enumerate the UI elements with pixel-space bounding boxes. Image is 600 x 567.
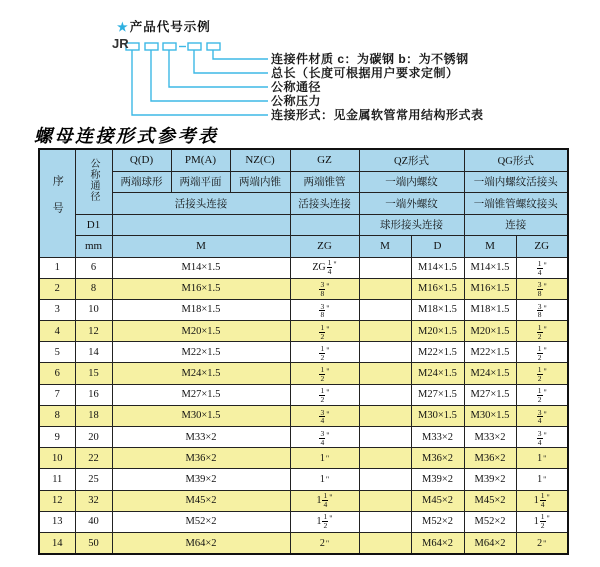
label-total-length: 总长（长度可根据用户要求定制） [271,66,459,80]
cell-m-thread: M16×1.5 [112,278,290,299]
star-icon: ★ [117,20,129,34]
header-nz-sub: 两端内锥 [230,171,290,193]
cell-dn-mm: 18 [75,405,112,426]
cell-qg-m: M39×2 [464,469,516,490]
code-box-4 [188,43,201,50]
header-pm: PM(A) [171,149,230,171]
cell-m-thread: M22×1.5 [112,342,290,363]
cell-m-thread: M36×2 [112,448,290,469]
code-box-2 [145,43,158,50]
cell-qz-d: M30×1.5 [411,405,464,426]
header-qg-sub1: 一端内螺纹活接头 [464,171,568,193]
cell-qz-d: M39×2 [411,469,464,490]
cell-dn-mm: 14 [75,342,112,363]
cell-seq: 6 [39,363,75,384]
header-qz: QZ形式 [359,149,464,171]
cell-seq: 12 [39,490,75,511]
leader-line-group [132,50,268,115]
cell-dn-mm: 6 [75,257,112,278]
product-code-diagram [0,0,600,132]
cell-qg-zg: $\frac{1}{2}$ " [516,342,568,363]
cell-qg-zg: $\frac{3}{4}$ " [516,427,568,448]
cell-qg-m: M36×2 [464,448,516,469]
cell-m-thread: M39×2 [112,469,290,490]
header-qz-sub2: 一端外螺纹 [359,193,464,215]
header-qz-sub3: 球形接头连接 [359,214,464,236]
cell-qg-m: M22×1.5 [464,342,516,363]
cell-seq: 4 [39,321,75,342]
table-title: 螺母连接形式参考表 [34,126,219,146]
cell-seq: 8 [39,405,75,426]
cell-qg-m: M30×1.5 [464,405,516,426]
cell-qg-zg: 1 " [516,448,568,469]
table-row [39,511,568,532]
cell-qg-zg: $\frac{3}{8}$ " [516,299,568,320]
header-empty-gz [290,214,359,236]
table-row [39,363,568,384]
leader-line-length [194,50,268,73]
cell-qg-zg: 2 " [516,532,568,554]
cell-dn-mm: 8 [75,278,112,299]
cell-dn-mm: 20 [75,427,112,448]
header-q-sub: 两端球形 [112,171,171,193]
cell-gz-size: $\frac{1}{2}$ " [290,384,359,405]
cell-gz-size: $\frac{3}{4}$ " [290,427,359,448]
cell-qz-m [359,278,411,299]
cell-dn-mm: 25 [75,469,112,490]
cell-qz-m [359,384,411,405]
cell-gz-size: $\frac{3}{4}$ " [290,405,359,426]
label-nominal-pressure: 公称压力 [271,94,322,108]
cell-qz-d: M36×2 [411,448,464,469]
cell-gz-size: $\frac{1}{2}$ " [290,342,359,363]
header-qg-sub3: 连接 [464,214,568,236]
cell-qz-m [359,511,411,532]
cell-qg-zg: $\frac{1}{2}$ " [516,384,568,405]
cell-qz-d: M16×1.5 [411,278,464,299]
cell-dn-mm: 15 [75,363,112,384]
table-row [39,321,568,342]
header-qz-sub1: 一端内螺纹 [359,171,464,193]
cell-m-thread: M14×1.5 [112,257,290,278]
cell-gz-size: $\frac{1}{2}$ " [290,321,359,342]
cell-qg-m: M18×1.5 [464,299,516,320]
cell-gz-size: $\frac{1}{2}$ " [290,363,359,384]
cell-qg-m: M33×2 [464,427,516,448]
header-union-joint-left: 活接头连接 [112,193,290,215]
cell-gz-size: 1 $\frac{1}{2}$ " [290,511,359,532]
cell-qg-zg: 1 $\frac{1}{4}$ " [516,490,568,511]
cell-dn-mm: 50 [75,532,112,554]
header-d1: D1 [75,214,112,236]
code-box-3 [163,43,176,50]
table-row [39,342,568,363]
cell-dn-mm: 12 [75,321,112,342]
cell-seq: 10 [39,448,75,469]
header-empty-left [112,214,290,236]
cell-qz-m [359,448,411,469]
cell-qz-m [359,321,411,342]
header-union-joint-gz: 活接头连接 [290,193,359,215]
table-row [39,299,568,320]
cell-gz-size: ZG $\frac{1}{4}$ " [290,257,359,278]
cell-gz-size: $\frac{3}{8}$ " [290,278,359,299]
cell-dn-mm: 22 [75,448,112,469]
header-pm-sub: 两端平面 [171,171,230,193]
cell-qg-zg: $\frac{1}{2}$ " [516,363,568,384]
header-nz: NZ(C) [230,149,290,171]
cell-m-thread: M33×2 [112,427,290,448]
cell-qz-m [359,257,411,278]
cell-qg-zg: $\frac{3}{4}$ " [516,405,568,426]
cell-seq: 13 [39,511,75,532]
cell-qg-zg: $\frac{3}{8}$ " [516,278,568,299]
cell-qg-m: M52×2 [464,511,516,532]
header-zg1: ZG [290,236,359,258]
cell-qz-d: M18×1.5 [411,299,464,320]
cell-seq: 2 [39,278,75,299]
header-gz: GZ [290,149,359,171]
cell-qz-d: M64×2 [411,532,464,554]
leader-line-form [132,50,268,115]
cell-m-thread: M18×1.5 [112,299,290,320]
header-gz-sub: 两端锥管 [290,171,359,193]
header-qg: QG形式 [464,149,568,171]
header-zg3: ZG [516,236,568,258]
table-row [39,427,568,448]
cell-qg-zg: 1 " [516,469,568,490]
table-row [39,405,568,426]
table-row [39,490,568,511]
cell-qz-d: M33×2 [411,427,464,448]
header-qg-sub2: 一端锥管螺纹接头 [464,193,568,215]
cell-qz-m [359,405,411,426]
code-box-group [126,43,220,50]
table-header [39,149,568,257]
cell-m-thread: M24×1.5 [112,363,290,384]
table-row [39,532,568,554]
cell-qz-m [359,299,411,320]
cell-qz-d: M24×1.5 [411,363,464,384]
cell-seq: 7 [39,384,75,405]
cell-seq: 3 [39,299,75,320]
leader-line-diameter [169,50,268,87]
table-body [39,257,568,554]
diagram-title [117,17,211,35]
cell-m-thread: M30×1.5 [112,405,290,426]
header-nominal-diameter: 公称通径 [75,149,112,214]
cell-seq: 1 [39,257,75,278]
cell-m-thread: M52×2 [112,511,290,532]
cell-seq: 5 [39,342,75,363]
cell-qg-m: M45×2 [464,490,516,511]
header-d2: D [411,236,464,258]
cell-m-thread: M27×1.5 [112,384,290,405]
cell-m-thread: M64×2 [112,532,290,554]
header-m1: M [112,236,290,258]
nut-connection-reference-table [38,148,569,555]
cell-gz-size: 1 $\frac{1}{4}$ " [290,490,359,511]
cell-qz-m [359,427,411,448]
cell-qz-d: M20×1.5 [411,321,464,342]
cell-seq: 14 [39,532,75,554]
header-mm: mm [75,236,112,258]
diagram-title-text: 产品代号示例 [129,20,211,34]
cell-dn-mm: 16 [75,384,112,405]
cell-qg-m: M20×1.5 [464,321,516,342]
cell-qg-m: M16×1.5 [464,278,516,299]
cell-qz-m [359,490,411,511]
cell-qz-d: M27×1.5 [411,384,464,405]
cell-m-thread: M45×2 [112,490,290,511]
cell-seq: 11 [39,469,75,490]
cell-qz-m [359,469,411,490]
cell-qz-m [359,363,411,384]
table-row [39,257,568,278]
label-connection-form: 连接形式：见金属软管常用结构形式表 [271,108,484,122]
cell-qz-d: M22×1.5 [411,342,464,363]
cell-qz-m [359,342,411,363]
cell-qz-m [359,532,411,554]
table-row [39,469,568,490]
cell-dn-mm: 32 [75,490,112,511]
cell-qg-zg: $\frac{1}{4}$ " [516,257,568,278]
header-m3: M [464,236,516,258]
leader-line-material [213,50,268,59]
cell-m-thread: M20×1.5 [112,321,290,342]
header-q: Q(D) [112,149,171,171]
table-row [39,384,568,405]
cell-qg-zg: 1 $\frac{1}{2}$ " [516,511,568,532]
cell-qg-m: M24×1.5 [464,363,516,384]
cell-qg-m: M27×1.5 [464,384,516,405]
cell-qg-m: M14×1.5 [464,257,516,278]
cell-gz-size: 1 " [290,448,359,469]
cell-seq: 9 [39,427,75,448]
label-connector-material: 连接件材质 c：为碳钢 b：为不锈钢 [271,52,469,66]
cell-gz-size: 1 " [290,469,359,490]
header-seq: 序号 [39,149,75,257]
table-row [39,278,568,299]
cell-dn-mm: 10 [75,299,112,320]
label-nominal-diameter: 公称通径 [271,80,322,94]
cell-qg-zg: $\frac{1}{2}$ " [516,321,568,342]
cell-qz-d: M52×2 [411,511,464,532]
table-row [39,448,568,469]
cell-qz-d: M14×1.5 [411,257,464,278]
code-box-5 [207,43,220,50]
code-prefix: JR [112,36,129,51]
header-m2: M [359,236,411,258]
cell-qz-d: M45×2 [411,490,464,511]
cell-qg-m: M64×2 [464,532,516,554]
cell-dn-mm: 40 [75,511,112,532]
cell-gz-size: $\frac{3}{8}$ " [290,299,359,320]
cell-gz-size: 2 " [290,532,359,554]
